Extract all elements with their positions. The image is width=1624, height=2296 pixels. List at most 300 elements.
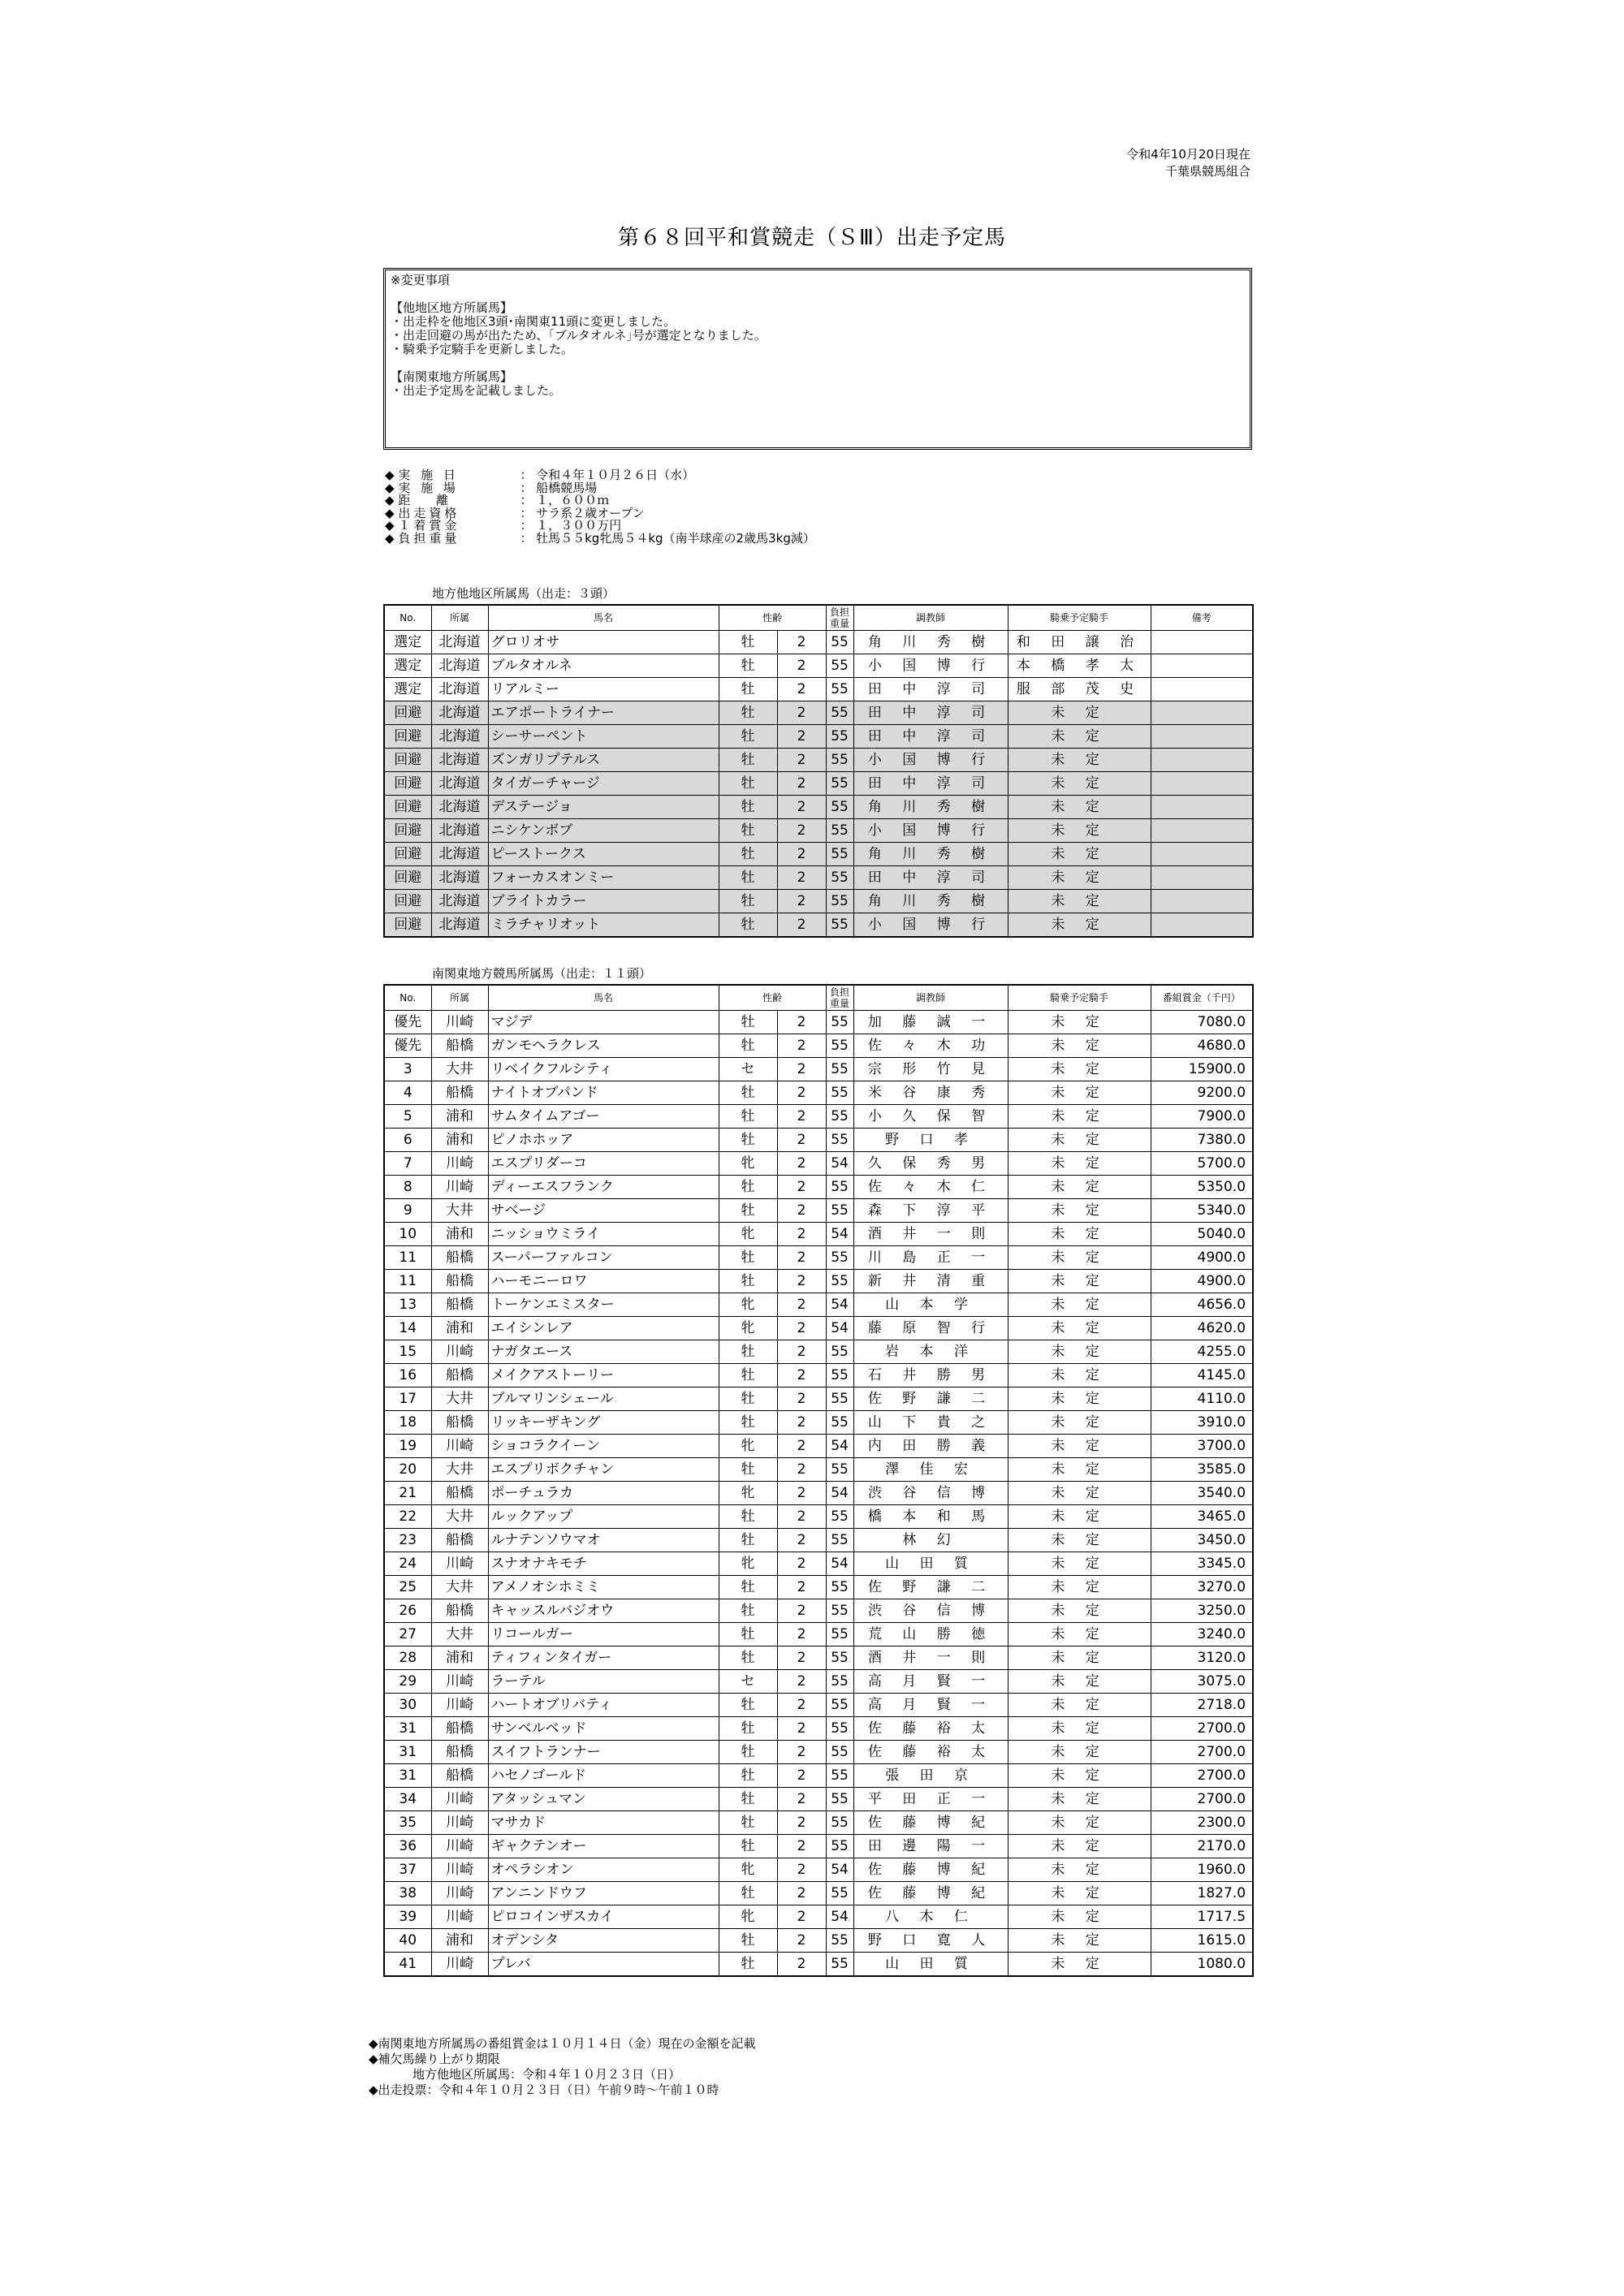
entry-affiliation: 船橋 bbox=[431, 1764, 488, 1788]
horse-sex: 牝 bbox=[719, 1317, 777, 1340]
horse-age: 2 bbox=[777, 654, 826, 678]
horse-sex: 牡 bbox=[719, 1458, 777, 1482]
prize-money: 3910.0 bbox=[1151, 1411, 1253, 1435]
entry-no: 31 bbox=[384, 1764, 431, 1788]
carried-weight: 55 bbox=[826, 1670, 853, 1694]
horse-sex: 牡 bbox=[719, 1788, 777, 1811]
horse-sex: 牡 bbox=[719, 1034, 777, 1058]
table-row bbox=[384, 1246, 1253, 1270]
carried-weight: 55 bbox=[826, 749, 853, 772]
horse-name: エイシンレア bbox=[488, 1317, 719, 1340]
prize-money: 7380.0 bbox=[1151, 1129, 1253, 1152]
entry-affiliation: 大井 bbox=[431, 1505, 488, 1529]
horse-age: 2 bbox=[777, 1788, 826, 1811]
table-row bbox=[384, 654, 1253, 678]
entry-affiliation: 浦和 bbox=[431, 1223, 488, 1246]
entry-no: 27 bbox=[384, 1623, 431, 1646]
entry-no: 6 bbox=[384, 1129, 431, 1152]
column-header: 負担重量 bbox=[826, 985, 853, 1011]
trainer-name: 佐 藤 博 紀 bbox=[853, 1811, 1008, 1835]
entry-no: 14 bbox=[384, 1317, 431, 1340]
horse-sex: 牡 bbox=[719, 866, 777, 890]
entry-no: 回避 bbox=[384, 843, 431, 866]
horse-age: 2 bbox=[777, 866, 826, 890]
prize-money: 2300.0 bbox=[1151, 1811, 1253, 1835]
column-header: No. bbox=[384, 605, 431, 631]
horse-name: ミラチャリオット bbox=[488, 913, 719, 938]
horse-name: スイフトランナー bbox=[488, 1741, 719, 1764]
carried-weight: 55 bbox=[826, 1270, 853, 1293]
prize-money: 2700.0 bbox=[1151, 1717, 1253, 1741]
table-row bbox=[384, 1293, 1253, 1317]
header-info bbox=[974, 146, 1250, 180]
horse-name: スーパーファルコン bbox=[488, 1246, 719, 1270]
carried-weight: 54 bbox=[826, 1905, 853, 1929]
entry-affiliation: 川崎 bbox=[431, 1811, 488, 1835]
carried-weight: 55 bbox=[826, 1835, 853, 1858]
carried-weight: 55 bbox=[826, 1646, 853, 1670]
trainer-name: 森 下 淳 平 bbox=[853, 1199, 1008, 1223]
entry-affiliation: 川崎 bbox=[431, 1905, 488, 1929]
horse-sex: 牡 bbox=[719, 843, 777, 866]
trainer-name: 田 邊 陽 一 bbox=[853, 1835, 1008, 1858]
table-row bbox=[384, 1129, 1253, 1152]
trainer-name: 渋 谷 信 博 bbox=[853, 1599, 1008, 1623]
jockey-name: 未 定 bbox=[1008, 866, 1151, 890]
jockey-name: 未 定 bbox=[1008, 725, 1151, 749]
horse-name: ピロコインザスカイ bbox=[488, 1905, 719, 1929]
table-row bbox=[384, 772, 1253, 796]
carried-weight: 55 bbox=[826, 1388, 853, 1411]
table-row bbox=[384, 1905, 1253, 1929]
horse-name: エアポートライナー bbox=[488, 701, 719, 725]
trainer-name: 小 国 博 行 bbox=[853, 654, 1008, 678]
info-sep: ： bbox=[520, 493, 533, 507]
horse-age: 2 bbox=[777, 1317, 826, 1340]
horse-sex: 牡 bbox=[719, 1411, 777, 1435]
jockey-name: 未 定 bbox=[1008, 1694, 1151, 1717]
carried-weight: 55 bbox=[826, 701, 853, 725]
trainer-name: 佐 藤 裕 太 bbox=[853, 1741, 1008, 1764]
trainer-name: 小 国 博 行 bbox=[853, 913, 1008, 938]
trainer-name: 八 木 仁 bbox=[853, 1905, 1008, 1929]
horse-age: 2 bbox=[777, 1646, 826, 1670]
horse-name: タイガーチャージ bbox=[488, 772, 719, 796]
prize-money: 7900.0 bbox=[1151, 1105, 1253, 1129]
entry-affiliation: 船橋 bbox=[431, 1034, 488, 1058]
trainer-name: 小 久 保 智 bbox=[853, 1105, 1008, 1129]
entry-affiliation: 船橋 bbox=[431, 1270, 488, 1293]
horse-sex: 牡 bbox=[719, 725, 777, 749]
carried-weight: 55 bbox=[826, 1788, 853, 1811]
jockey-name: 未 定 bbox=[1008, 1576, 1151, 1599]
horse-name: ガンモヘラクレス bbox=[488, 1034, 719, 1058]
horse-name: ナガタエース bbox=[488, 1340, 719, 1364]
table-row bbox=[384, 819, 1253, 843]
carried-weight: 54 bbox=[826, 1223, 853, 1246]
jockey-name: 未 定 bbox=[1008, 890, 1151, 913]
entry-no: 21 bbox=[384, 1482, 431, 1505]
table-row bbox=[384, 1505, 1253, 1529]
jockey-name: 未 定 bbox=[1008, 1388, 1151, 1411]
race-info-value: 令和４年１０月２６日（水） bbox=[536, 468, 695, 482]
horse-sex: 牝 bbox=[719, 1293, 777, 1317]
horse-name: アンニンドウフ bbox=[488, 1882, 719, 1905]
entry-no: 回避 bbox=[384, 866, 431, 890]
horse-name: マジデ bbox=[488, 1011, 719, 1034]
entry-no: 回避 bbox=[384, 819, 431, 843]
carried-weight: 55 bbox=[826, 1034, 853, 1058]
horse-sex: 牡 bbox=[719, 654, 777, 678]
horse-sex: 牡 bbox=[719, 1694, 777, 1717]
table-row bbox=[384, 890, 1253, 913]
jockey-name: 未 定 bbox=[1008, 1529, 1151, 1552]
entry-affiliation: 北海道 bbox=[431, 654, 488, 678]
horse-name: ピノホホッア bbox=[488, 1129, 719, 1152]
entry-no: 35 bbox=[384, 1811, 431, 1835]
trainer-name: 林 幻 bbox=[853, 1529, 1008, 1552]
horse-sex: 牡 bbox=[719, 890, 777, 913]
notice-line: ・出走枠を他地区3頭･南関東11頭に変更しました。 bbox=[391, 314, 676, 329]
horse-age: 2 bbox=[777, 1529, 826, 1552]
horse-age: 2 bbox=[777, 1364, 826, 1388]
jockey-name: 未 定 bbox=[1008, 1293, 1151, 1317]
entry-no: 選定 bbox=[384, 678, 431, 701]
jockey-name: 未 定 bbox=[1008, 1270, 1151, 1293]
horse-age: 2 bbox=[777, 1105, 826, 1129]
entry-affiliation: 川崎 bbox=[431, 1552, 488, 1576]
table-row bbox=[384, 1882, 1253, 1905]
horse-age: 2 bbox=[777, 1953, 826, 1977]
horse-name: ラーテル bbox=[488, 1670, 719, 1694]
horse-sex: 牡 bbox=[719, 1388, 777, 1411]
entry-no: 回避 bbox=[384, 890, 431, 913]
info-marker: ◆ bbox=[385, 518, 395, 533]
trainer-name: 渋 谷 信 博 bbox=[853, 1482, 1008, 1505]
jockey-name: 未 定 bbox=[1008, 1176, 1151, 1199]
table-row bbox=[384, 796, 1253, 819]
horse-age: 2 bbox=[777, 1223, 826, 1246]
trainer-name: 川 島 正 一 bbox=[853, 1246, 1008, 1270]
horse-name: ハセノゴールド bbox=[488, 1764, 719, 1788]
trainer-name: 田 中 淳 司 bbox=[853, 725, 1008, 749]
table-row bbox=[384, 1270, 1253, 1293]
page-title: 第６８回平和賞競走（ＳⅢ）出走予定馬 bbox=[618, 226, 1006, 250]
entry-no: 34 bbox=[384, 1788, 431, 1811]
horse-name: ブルマリンシェール bbox=[488, 1388, 719, 1411]
prize-money: 5350.0 bbox=[1151, 1176, 1253, 1199]
table-row bbox=[384, 1411, 1253, 1435]
prize-money: 2700.0 bbox=[1151, 1788, 1253, 1811]
carried-weight: 55 bbox=[826, 1199, 853, 1223]
carried-weight: 55 bbox=[826, 1623, 853, 1646]
carried-weight: 55 bbox=[826, 1764, 853, 1788]
trainer-name: 田 中 淳 司 bbox=[853, 678, 1008, 701]
carried-weight: 55 bbox=[826, 1953, 853, 1977]
entry-affiliation: 北海道 bbox=[431, 890, 488, 913]
table-row bbox=[384, 1764, 1253, 1788]
south-kanto-table bbox=[383, 984, 1254, 1977]
horse-age: 2 bbox=[777, 678, 826, 701]
table-row bbox=[384, 1835, 1253, 1858]
carried-weight: 55 bbox=[826, 819, 853, 843]
entry-affiliation: 船橋 bbox=[431, 1529, 488, 1552]
horse-name: ニシケンボブ bbox=[488, 819, 719, 843]
entry-no: 5 bbox=[384, 1105, 431, 1129]
jockey-name: 未 定 bbox=[1008, 1670, 1151, 1694]
horse-name: サムタイムアゴー bbox=[488, 1105, 719, 1129]
column-header: 馬名 bbox=[488, 985, 719, 1011]
trainer-name: 佐 々 木 仁 bbox=[853, 1176, 1008, 1199]
prize-money: 9200.0 bbox=[1151, 1081, 1253, 1105]
entry-affiliation: 浦和 bbox=[431, 1129, 488, 1152]
remarks bbox=[1151, 890, 1253, 913]
prize-money: 3585.0 bbox=[1151, 1458, 1253, 1482]
horse-sex: 牡 bbox=[719, 1811, 777, 1835]
entry-affiliation: 大井 bbox=[431, 1458, 488, 1482]
table-row bbox=[384, 1929, 1253, 1953]
horse-sex: 牡 bbox=[719, 1623, 777, 1646]
entry-affiliation: 川崎 bbox=[431, 1953, 488, 1977]
horse-age: 2 bbox=[777, 1340, 826, 1364]
entry-no: 回避 bbox=[384, 913, 431, 938]
table-row bbox=[384, 725, 1253, 749]
trainer-name: 山 田 質 bbox=[853, 1953, 1008, 1977]
prize-money: 1717.5 bbox=[1151, 1905, 1253, 1929]
horse-age: 2 bbox=[777, 1741, 826, 1764]
trainer-name: 佐 野 謙 二 bbox=[853, 1388, 1008, 1411]
remarks bbox=[1151, 631, 1253, 654]
carried-weight: 55 bbox=[826, 1694, 853, 1717]
carried-weight: 55 bbox=[826, 1176, 853, 1199]
race-info-label: １着賞金 bbox=[398, 518, 460, 533]
race-info bbox=[385, 469, 815, 545]
prize-money: 4900.0 bbox=[1151, 1270, 1253, 1293]
entry-no: 8 bbox=[384, 1176, 431, 1199]
entry-no: 18 bbox=[384, 1411, 431, 1435]
trainer-name: 高 月 賢 一 bbox=[853, 1694, 1008, 1717]
footer-line: ◆出走投票：令和４年１０月２３日（日）午前９時～午前１０時 bbox=[369, 2082, 719, 2097]
entry-no: 回避 bbox=[384, 796, 431, 819]
jockey-name: 未 定 bbox=[1008, 701, 1151, 725]
prize-money: 4680.0 bbox=[1151, 1034, 1253, 1058]
south-kanto-notice-heading: 【南関東地方所属馬】 bbox=[391, 369, 513, 384]
entry-no: 15 bbox=[384, 1340, 431, 1364]
carried-weight: 55 bbox=[826, 1882, 853, 1905]
remarks bbox=[1151, 843, 1253, 866]
carried-weight: 55 bbox=[826, 725, 853, 749]
jockey-name: 未 定 bbox=[1008, 1646, 1151, 1670]
jockey-name: 未 定 bbox=[1008, 1552, 1151, 1576]
horse-sex: 牡 bbox=[719, 1929, 777, 1953]
entry-no: 16 bbox=[384, 1364, 431, 1388]
prize-money: 4900.0 bbox=[1151, 1246, 1253, 1270]
other-region-label: 地方他地区所属馬（出走：３頭） bbox=[432, 586, 615, 601]
table-row bbox=[384, 1364, 1253, 1388]
entry-no: 22 bbox=[384, 1505, 431, 1529]
prize-money: 3270.0 bbox=[1151, 1576, 1253, 1599]
jockey-name: 和 田 譲 治 bbox=[1008, 631, 1151, 654]
horse-sex: セ bbox=[719, 1670, 777, 1694]
remarks bbox=[1151, 796, 1253, 819]
jockey-name: 未 定 bbox=[1008, 1764, 1151, 1788]
jockey-name: 未 定 bbox=[1008, 1505, 1151, 1529]
jockey-name: 未 定 bbox=[1008, 1717, 1151, 1741]
jockey-name: 服 部 茂 史 bbox=[1008, 678, 1151, 701]
entry-affiliation: 北海道 bbox=[431, 843, 488, 866]
organizer: 千葉県競馬組合 bbox=[1164, 164, 1250, 179]
entry-affiliation: 川崎 bbox=[431, 1340, 488, 1364]
entry-no: 選定 bbox=[384, 631, 431, 654]
table-row bbox=[384, 866, 1253, 890]
entry-affiliation: 川崎 bbox=[431, 1858, 488, 1882]
horse-age: 2 bbox=[777, 1129, 826, 1152]
prize-money: 3240.0 bbox=[1151, 1623, 1253, 1646]
horse-name: ニッショウミライ bbox=[488, 1223, 719, 1246]
entry-affiliation: 浦和 bbox=[431, 1317, 488, 1340]
horse-sex: 牡 bbox=[719, 1835, 777, 1858]
horse-name: ピーストークス bbox=[488, 843, 719, 866]
prize-money: 3540.0 bbox=[1151, 1482, 1253, 1505]
trainer-name: 田 中 淳 司 bbox=[853, 772, 1008, 796]
table-row bbox=[384, 1482, 1253, 1505]
as-of-date: 令和4年10月20日現在 bbox=[1126, 147, 1250, 162]
table-row bbox=[384, 1081, 1253, 1105]
jockey-name: 未 定 bbox=[1008, 1411, 1151, 1435]
carried-weight: 55 bbox=[826, 1011, 853, 1034]
jockey-name: 未 定 bbox=[1008, 1929, 1151, 1953]
horse-age: 2 bbox=[777, 631, 826, 654]
trainer-name: 山 田 質 bbox=[853, 1552, 1008, 1576]
race-info-label: 距 離 bbox=[398, 493, 452, 507]
carried-weight: 55 bbox=[826, 1929, 853, 1953]
table-row bbox=[384, 1670, 1253, 1694]
horse-age: 2 bbox=[777, 1623, 826, 1646]
column-header: 馬名 bbox=[488, 605, 719, 631]
notice-line: ・出走回避の馬が出たため、｢ブルタオルネ｣号が選定となりました。 bbox=[391, 328, 767, 343]
south-kanto-label: 南関東地方競馬所属馬（出走：１１頭） bbox=[432, 966, 652, 981]
horse-age: 2 bbox=[777, 1694, 826, 1717]
trainer-name: 田 中 淳 司 bbox=[853, 701, 1008, 725]
table-row bbox=[384, 1034, 1253, 1058]
table-row bbox=[384, 1105, 1253, 1129]
horse-name: アタッシュマン bbox=[488, 1788, 719, 1811]
jockey-name: 未 定 bbox=[1008, 1317, 1151, 1340]
remarks bbox=[1151, 654, 1253, 678]
entry-no: 41 bbox=[384, 1953, 431, 1977]
entry-no: 26 bbox=[384, 1599, 431, 1623]
entry-no: 30 bbox=[384, 1694, 431, 1717]
horse-sex: 牡 bbox=[719, 1270, 777, 1293]
horse-age: 2 bbox=[777, 1152, 826, 1176]
horse-age: 2 bbox=[777, 1458, 826, 1482]
horse-sex: 牡 bbox=[719, 1529, 777, 1552]
jockey-name: 未 定 bbox=[1008, 1599, 1151, 1623]
column-header: 性齢 bbox=[719, 605, 826, 631]
table-row bbox=[384, 1340, 1253, 1364]
trainer-name: 荒 山 勝 徳 bbox=[853, 1623, 1008, 1646]
entry-no: 31 bbox=[384, 1741, 431, 1764]
other-region-table bbox=[383, 604, 1254, 938]
horse-sex: 牡 bbox=[719, 1646, 777, 1670]
column-header: 負担重量 bbox=[826, 605, 853, 631]
table-row bbox=[384, 1741, 1253, 1764]
horse-sex: 牡 bbox=[719, 1576, 777, 1599]
jockey-name: 未 定 bbox=[1008, 1882, 1151, 1905]
horse-age: 2 bbox=[777, 1435, 826, 1458]
entry-affiliation: 船橋 bbox=[431, 1411, 488, 1435]
entry-no: 19 bbox=[384, 1435, 431, 1458]
entry-affiliation: 船橋 bbox=[431, 1717, 488, 1741]
horse-sex: 牡 bbox=[719, 1340, 777, 1364]
entry-no: 7 bbox=[384, 1152, 431, 1176]
table-row bbox=[384, 1858, 1253, 1882]
jockey-name: 未 定 bbox=[1008, 819, 1151, 843]
info-marker: ◆ bbox=[385, 480, 395, 495]
race-info-label: 実 施 場 bbox=[398, 480, 459, 495]
horse-name: プレバ bbox=[488, 1953, 719, 1977]
carried-weight: 55 bbox=[826, 866, 853, 890]
horse-age: 2 bbox=[777, 913, 826, 938]
prize-money: 5340.0 bbox=[1151, 1199, 1253, 1223]
entry-affiliation: 大井 bbox=[431, 1623, 488, 1646]
horse-name: オデンシタ bbox=[488, 1929, 719, 1953]
horse-name: デステージョ bbox=[488, 796, 719, 819]
horse-sex: 牡 bbox=[719, 796, 777, 819]
entry-no: 10 bbox=[384, 1223, 431, 1246]
horse-sex: 牡 bbox=[719, 1129, 777, 1152]
prize-money: 2700.0 bbox=[1151, 1764, 1253, 1788]
remarks bbox=[1151, 749, 1253, 772]
horse-sex: 牡 bbox=[719, 701, 777, 725]
entry-affiliation: 船橋 bbox=[431, 1741, 488, 1764]
entry-affiliation: 北海道 bbox=[431, 913, 488, 938]
horse-name: エスプリボクチャン bbox=[488, 1458, 719, 1482]
jockey-name: 未 定 bbox=[1008, 1788, 1151, 1811]
jockey-name: 未 定 bbox=[1008, 1858, 1151, 1882]
horse-age: 2 bbox=[777, 819, 826, 843]
jockey-name: 未 定 bbox=[1008, 1364, 1151, 1388]
entry-no: 20 bbox=[384, 1458, 431, 1482]
column-header: 騎乗予定騎手 bbox=[1008, 985, 1151, 1011]
trainer-name: 澤 佳 宏 bbox=[853, 1458, 1008, 1482]
carried-weight: 55 bbox=[826, 1458, 853, 1482]
entry-affiliation: 北海道 bbox=[431, 749, 488, 772]
entry-affiliation: 大井 bbox=[431, 1388, 488, 1411]
horse-sex: 牡 bbox=[719, 1364, 777, 1388]
prize-money: 4255.0 bbox=[1151, 1340, 1253, 1364]
entry-affiliation: 大井 bbox=[431, 1576, 488, 1599]
carried-weight: 55 bbox=[826, 1717, 853, 1741]
table-row bbox=[384, 1717, 1253, 1741]
horse-name: ブルタオルネ bbox=[488, 654, 719, 678]
entry-affiliation: 浦和 bbox=[431, 1105, 488, 1129]
carried-weight: 54 bbox=[826, 1152, 853, 1176]
horse-name: ナイトオブパンド bbox=[488, 1081, 719, 1105]
table-row bbox=[384, 913, 1253, 938]
jockey-name: 本 橋 孝 太 bbox=[1008, 654, 1151, 678]
info-marker: ◆ bbox=[385, 505, 395, 520]
jockey-name: 未 定 bbox=[1008, 1482, 1151, 1505]
carried-weight: 55 bbox=[826, 1340, 853, 1364]
horse-sex: 牡 bbox=[719, 749, 777, 772]
horse-age: 2 bbox=[777, 1764, 826, 1788]
horse-name: ブライトカラー bbox=[488, 890, 719, 913]
jockey-name: 未 定 bbox=[1008, 749, 1151, 772]
jockey-name: 未 定 bbox=[1008, 1340, 1151, 1364]
horse-sex: 牡 bbox=[719, 819, 777, 843]
horse-sex: 牝 bbox=[719, 1435, 777, 1458]
